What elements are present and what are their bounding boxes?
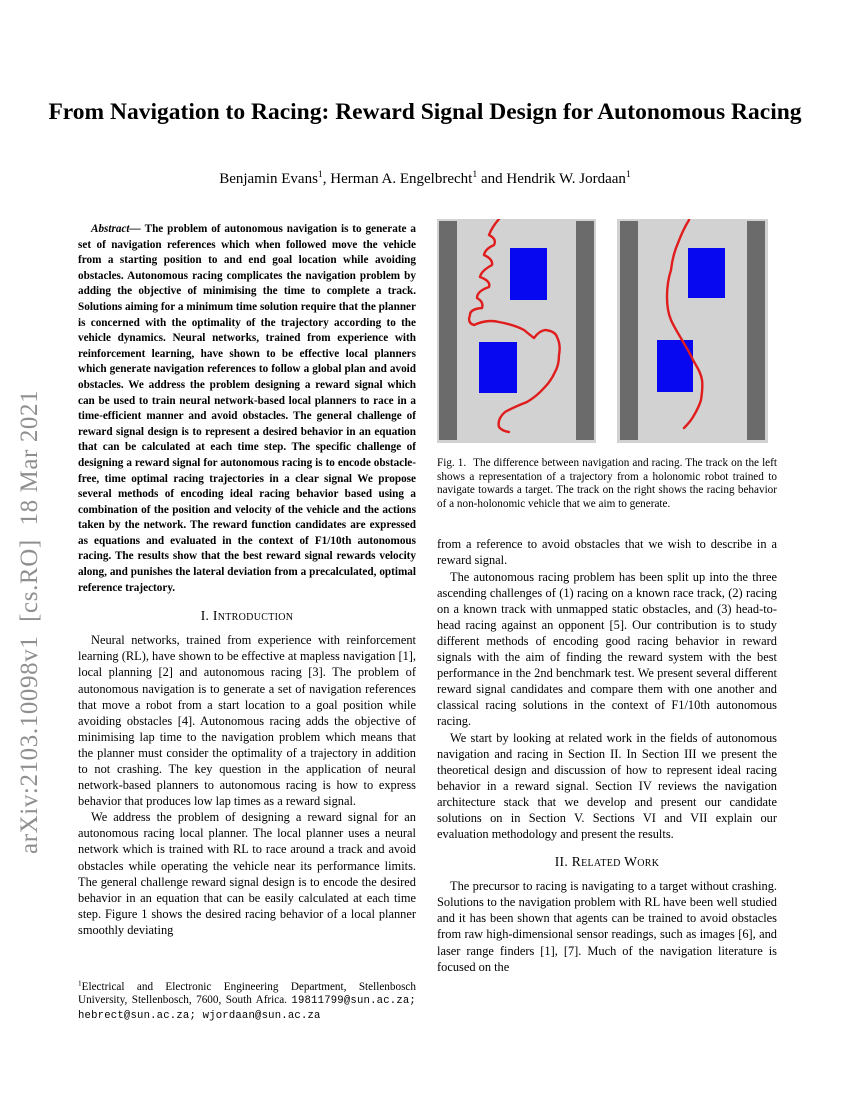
footnote-emails: 19811799@sun.ac.za; hebrect@sun.ac.za; wjordaan@sun.ac.za: [78, 995, 416, 1022]
intro-paragraph-1: Neural networks, trained from experience with reinforcement learning (RL), have shown to be effective at mapless navigation [1], local planning [2] and autonomous racing [3]. The problem of autonomous navigation is to generate a set of navigation references that move a robot from a start location to a goal position while avoiding obstacles [4]. Autonomous racing adds the objective of minimising lap time to the navigation problem which means that the planner must consider the optimality of a trajectory in addition to not crashing. The key question in the application of neural network-based planners to autonomous racing is how to express behavior that produces low lap times as a reward signal.: [78, 633, 416, 809]
figure-caption-text: The difference between navigation and racing. The track on the left shows a representation of a trajectory from a holonomic robot trained to navigate towards a target. The track on the right shows the racing behavior of a non-holonomic vehicle that we aim to generate.: [437, 457, 777, 510]
track-wall-right: [747, 221, 765, 440]
obstacle-top: [688, 248, 725, 298]
footnote-mark: 1: [78, 979, 82, 988]
arxiv-watermark: arXiv:2103.10098v1 [cs.RO] 18 Mar 2021: [16, 389, 43, 854]
intro-paragraph-2-continued: from a reference to avoid obstacles that we wish to describe in a reward signal.: [437, 537, 777, 568]
figure-1: [437, 219, 777, 443]
abstract-text: The problem of autonomous navigation is to generate a set of navigation references which when followed move the vehicle from a starting position to and end goal location while avoiding obstacles. Autonomous racing complicates the navigation problem by adding the objective of minimising the time to complete a track. Solutions aiming for a minimum time solution require that the planner is concerned with the optimality of the trajectory according to the vehicle dynamics. Neural networks, trained from experience with reinforcement learning, have shown to be effective local planners which generate navigation references to follow a global plan and avoid obstacles. We address the problem designing a reward signal which can be used to train neural network-based local planners to race in a time-efficient manner and avoid obstacles. The general challenge of reward signal design is to represent a desired behavior in an equation that can be calculated at each time step. The specific challenge of designing a reward signal for autonomous racing is to encode obstacle-free, time optimal racing trajectories in a clear signal We propose several methods of encoding ideal racing behavior based using a combination of the position and velocity of the vehicle and the actions taken by the network. The reward function candidates are expressed as equations and evaluated in the context of F1/10th autonomous racing. The results show that the best reward signal rewards velocity along, and punishes the lateral deviation from a precalculated, optimal reference trajectory.: [78, 223, 416, 594]
track-wall-right: [576, 221, 594, 440]
author-separator: and: [477, 171, 507, 187]
intro-paragraph-3: The autonomous racing problem has been split up into the three ascending challenges of (1) racing on a known race track, (2) racing on a known track with unmapped static obstacles, and (3) head-to-head racing against an opponent [5]. Our contribution is to study different methods of encoding good racing behavior in reward signals with the aim of finding the reward system with the best performance in the 2nd benchmark test. We present several different reward signal candidates and compare them with one another and classical racing solutions in the context of F1/10th autonomous racing.: [437, 569, 777, 729]
intro-paragraph-2: We address the problem of designing a reward signal for an autonomous racing local planner. The local planner uses a neural network which is trained with RL to race around a track and avoid obstacles while operating the vehicle near its performance limits. The general challenge reward signal design is to encode the desired behavior in an equation that can be easily calculated at each time step. Figure 1 shows the desired racing behavior of a local planner smoothly deviating: [78, 810, 416, 937]
obstacle-bottom: [479, 342, 517, 393]
section-heading-related-work: II. Related Work: [554, 854, 660, 870]
track-wall-left: [620, 221, 638, 440]
figure-panel-gap: [596, 219, 617, 220]
intro-paragraph-4: We start by looking at related work in the fields of autonomous navigation and racing in Section II. In Section III we present the theoretical design and discussion of how to represent ideal racing behavior in a reward signal. Section IV reviews the navigation architecture stack that we develop and present our candidate solutions on in Section V. Sections VI and VII explain our evaluation methodology and present the results.: [437, 730, 777, 842]
track-wall-left: [439, 221, 457, 440]
obstacle-top: [510, 248, 547, 300]
abstract-paragraph: [78, 222, 416, 596]
author-separator: ,: [322, 171, 331, 187]
abstract-label: Abstract—: [91, 223, 145, 235]
author-name: Herman A. Engelbrecht: [330, 171, 473, 187]
author-affiliation-mark: 1: [317, 169, 323, 180]
figure-1-navigation-panel: [437, 219, 596, 443]
figure-1-caption: [437, 457, 777, 511]
left-column: [78, 222, 416, 978]
author-name: Hendrik W. Jordaan: [506, 171, 626, 187]
author-name: Benjamin Evans: [219, 171, 318, 187]
section-heading-introduction: I. Introduction: [200, 608, 294, 624]
author-affiliation-mark: 1: [472, 169, 478, 180]
figure-1-racing-panel: [617, 219, 768, 443]
author-line: [0, 171, 850, 188]
footnote-text: Electrical and Electronic Engineering Department, Stellenbosch University, Stellenbosch, 7600, South Africa.: [78, 981, 416, 1007]
author-footnote: [78, 981, 416, 1023]
author-affiliation-mark: 1: [625, 169, 631, 180]
right-column: [437, 219, 777, 975]
related-work-paragraph-1: The precursor to racing is navigating to a target without crashing. Solutions to the navigation problem with RL have been well studied and it has been shown that agents can be trained to avoid obstacles from raw high-dimensional sensor readings, such as images [6], and laser range finders [1], [7]. Much of the navigation literature is focused on the: [437, 879, 777, 974]
paper-title: From Navigation to Racing: Reward Signal Design for Autonomous Racing: [48, 99, 802, 125]
figure-caption-label: Fig. 1.: [437, 457, 467, 469]
